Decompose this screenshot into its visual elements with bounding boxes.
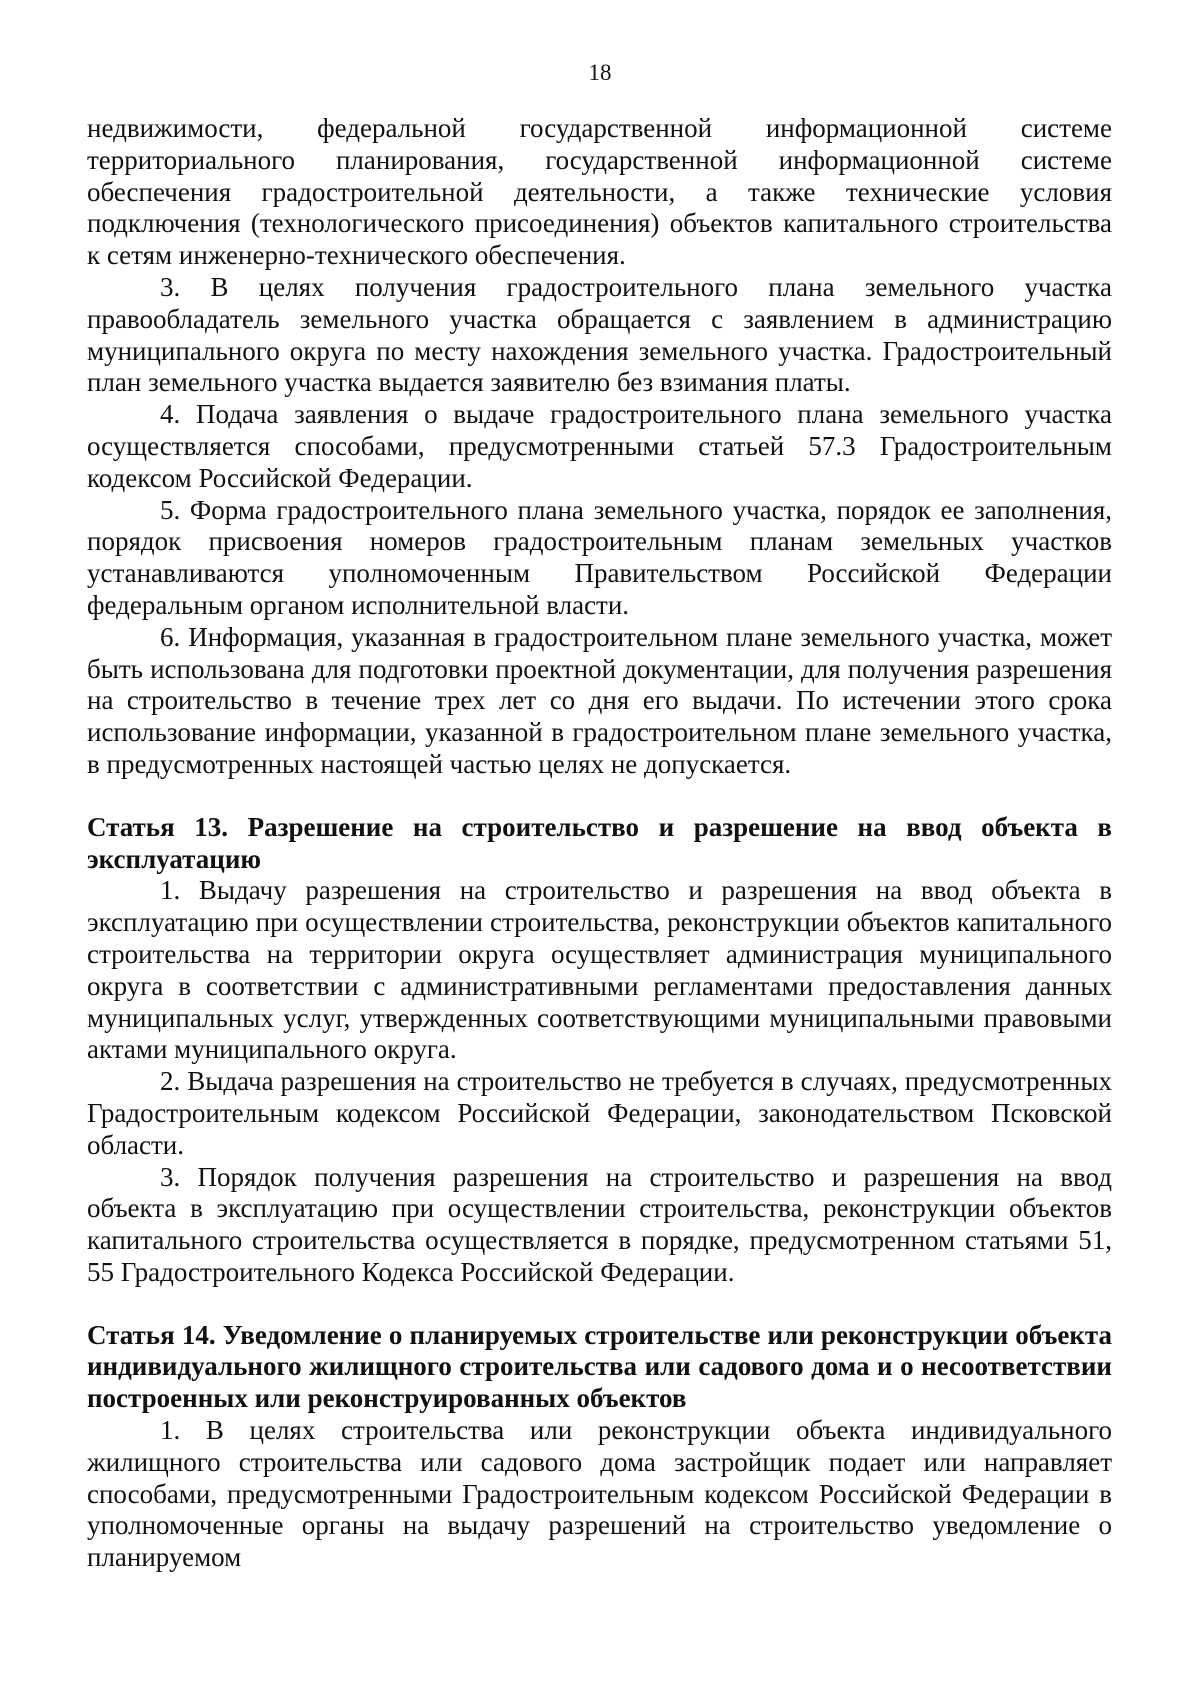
continuation-paragraph: недвижимости, федеральной государственной информационной системе территориального планирования, государственной информационной системе обеспечения градостроительной деятельности, а также технические условия подключения (технологического присоединения) объектов капитального строительства к сетям инженерно-технического обеспечения. [87, 113, 1112, 271]
article13-point-3: 3. Порядок получения разрешения на строительство и разрешения на ввод объекта в эксплуатацию при осуществлении строительства, реконструкции объектов капитального строительства осуществляется в порядке, предусмотренном статьями 51, 55 Градостроительного Кодекса Российской Федерации. [87, 1161, 1112, 1287]
article13-point-2: 2. Выдача разрешения на строительство не требуется в случаях, предусмотренных Градостроительным кодексом Российской Федерации, законодательством Псковской области. [87, 1066, 1112, 1160]
article12-point-3: 3. В целях получения градостроительного плана земельного участка правообладатель земельного участка обращается с заявлением в администрацию муниципального округа по месту нахождения земельного участка. Градостроительный план земельного участка выдается заявителю без взимания платы. [87, 271, 1112, 398]
article14-point-1: 1. В целях строительства или реконструкции объекта индивидуального жилищного строительства или садового дома застройщик подает или направляет способами, предусмотренными Градостроительным кодексом Российской Федерации в уполномоченные органы на выдачу разрешений на строительство уведомление о планируемом [87, 1415, 1112, 1573]
article13-heading: Статья 13. Разрешение на строительство и разрешение на ввод объекта в эксплуатацию [87, 811, 1112, 874]
page-number: 18 [588, 60, 612, 85]
section-spacer [87, 1289, 1112, 1320]
article14-heading: Статья 14. Уведомление о планируемых строительстве или реконструкции объекта индивидуального жилищного строительства или садового дома и о несоответствии построенных или реконструированных объектов [87, 1319, 1112, 1414]
article12-point-6: 6. Информация, указанная в градостроительном плане земельного участка, может быть использована для подготовки проектной документации, для получения разрешения на строительство в течение трех лет со дня его выдачи. По истечении этого срока использование информации, указанной в градостроительном плане земельного участка, в предусмотренных настоящей частью целях не допускается. [87, 621, 1112, 779]
document-body [87, 113, 1112, 1574]
section-spacer [87, 781, 1112, 812]
article13-point-1: 1. Выдачу разрешения на строительство и разрешения на ввод объекта в эксплуатацию при осуществлении строительства, реконструкции объектов капитального строительства на территории округа осуществляет администрация муниципального округа в соответствии с административными регламентами предоставления данных муниципальных услуг, утвержденных соответствующими муниципальными правовыми актами муниципального округа. [87, 875, 1112, 1065]
article12-point-5: 5. Форма градостроительного плана земельного участка, порядок ее заполнения, порядок присвоения номеров градостроительным планам земельных участков устанавливаются уполномоченным Правительством Российской Федерации федеральным органом исполнительной власти. [87, 494, 1112, 620]
article12-point-4: 4. Подача заявления о выдаче градостроительного плана земельного участка осуществляется способами, предусмотренными статьей 57.3 Градостроительным кодексом Российской Федерации. [87, 399, 1112, 493]
